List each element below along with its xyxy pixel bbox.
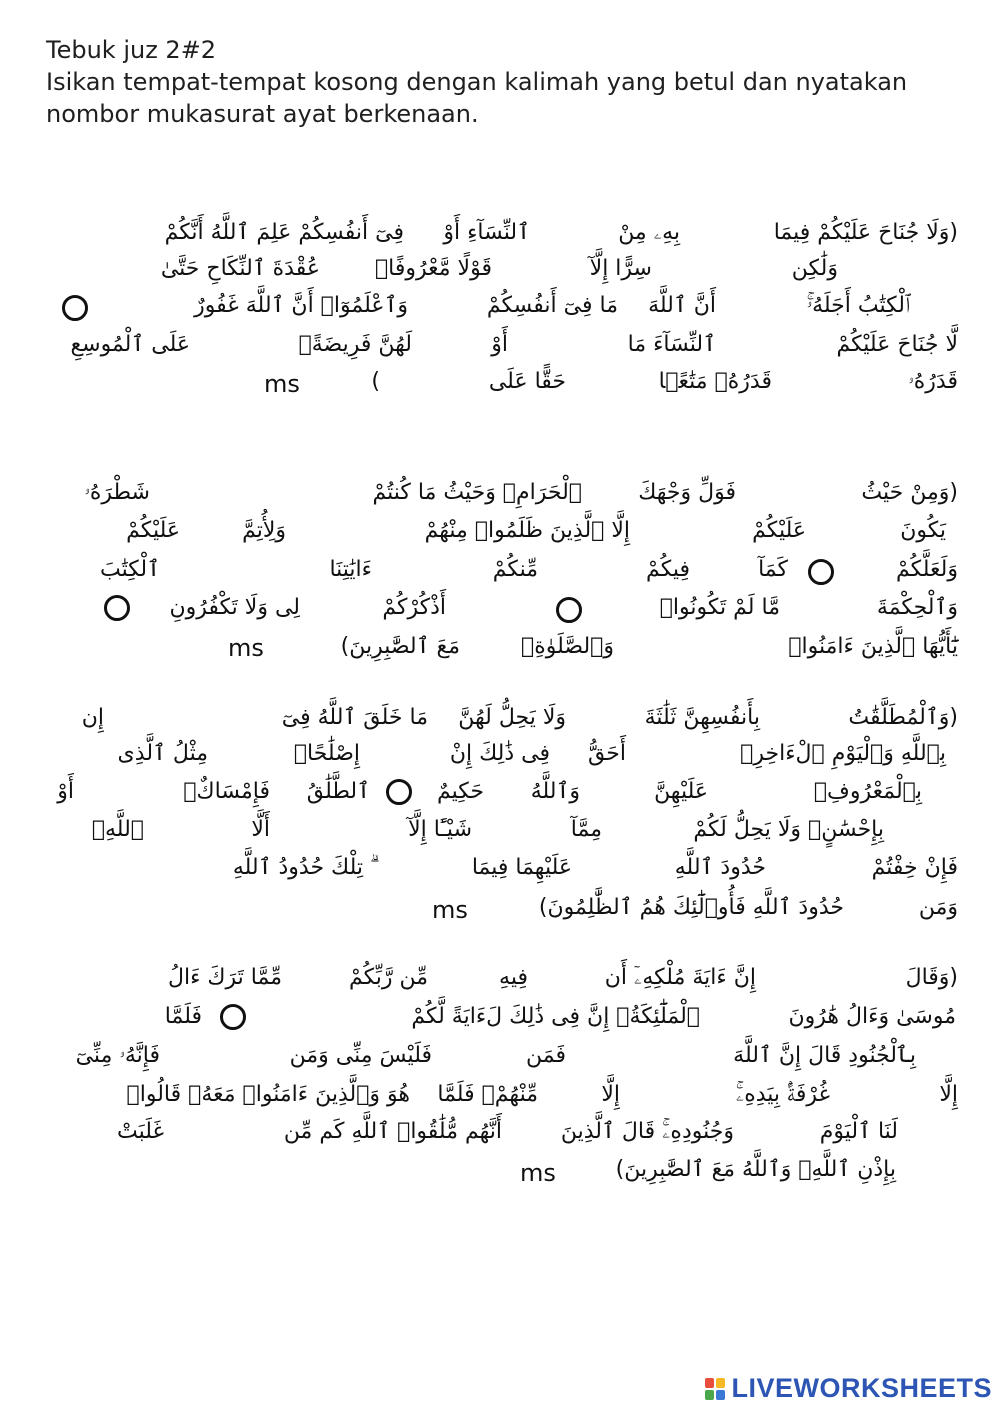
verse-text: أَنَّهُم مُّلَٰقُوا۟ ٱللَّهِ كَم مِّن (283, 1119, 502, 1144)
verse-text: حُدُودَ ٱللَّهِ (674, 855, 766, 880)
verse-text: بِٱلْمَعْرُوفِۚ (813, 779, 922, 804)
verse-text: فَإِمْسَاكٌۢ (183, 779, 270, 804)
page-number-input[interactable] (558, 1158, 618, 1188)
verse-text: لَهُنَّ فَرِيضَةًۚ (298, 332, 412, 357)
verse-text: بِإِذْنِ ٱللَّهِۗ وَٱللَّهُ مَعَ ٱلصَّٰبِرِينَ) (615, 1157, 896, 1182)
verse-text: وَجُنُودِهِۦۚ قَالَ ٱلَّذِينَ (560, 1119, 734, 1144)
verse-text: وَٱلْحِكْمَةَ (876, 595, 958, 620)
verse-text: يَٰٓأَيُّهَا ٱلَّذِينَ ءَامَنُوا۟ (788, 634, 958, 659)
verse-text: كَمَآ (758, 557, 788, 582)
verse-text: بِإِحْسَٰنٍۗ وَلَا يَحِلُّ لَكُمْ (693, 817, 884, 842)
ayah-number-circle[interactable] (220, 1004, 246, 1030)
verse-text: فِىٓ أَنفُسِكُمْ عَلِمَ ٱللَّهُ أَنَّكُمْ (164, 220, 404, 245)
verse-text: فِى ذَٰلِكَ إِنْ (449, 741, 550, 766)
verse-text: ءَايَٰتِنَا (329, 557, 372, 582)
verse-text: مِّنكُمْ (492, 557, 538, 582)
ayah-number-circle[interactable] (808, 559, 834, 585)
verse-text: ۗ تِلْكَ حُدُودُ ٱللَّهِ (232, 855, 370, 880)
verse-text: حَكِيمٌ (436, 779, 484, 804)
verse-text: قَوْلًا مَّعْرُوفًاۚ (374, 256, 492, 281)
verse-text: لَنَا ٱلْيَوْمَ (819, 1119, 898, 1144)
verse-text: شَطْرَهُۥ (84, 480, 150, 505)
verse-text: ٱلنِّسَآءِ أَوْ (443, 220, 530, 245)
verse-text: إِن (81, 705, 104, 730)
verse-text: مِّمَّا تَرَكَ ءَالُ (167, 965, 282, 990)
verse-text: قَدَرُهُۥ مَتَٰعًۢا (658, 369, 772, 394)
verse-text: (وَقَالَ (905, 965, 958, 990)
verse-text: بِهِۦ مِنْ (618, 220, 680, 245)
verse-text: وَمَن (918, 895, 958, 920)
verse-text: هُوَ وَٱلَّذِينَ ءَامَنُوا۟ مَعَهُۥ قَالُوا۟ (126, 1082, 410, 1107)
verse-text: وَٱعْلَمُوٓا۟ أَنَّ ٱللَّهَ غَفُورٌ (194, 293, 408, 318)
verse-text: أَذْكُرْكُمْ (382, 595, 446, 620)
verse-text: (وَمِنْ حَيْثُ (861, 480, 958, 505)
verse-text: مَا فِىٓ أَنفُسِكُمْ (486, 293, 618, 318)
page-number-label: ms (264, 370, 300, 398)
verse-text: مَّا لَمْ تَكُونُوا۟ (659, 595, 780, 620)
logo-square-yellow (716, 1378, 725, 1388)
verse-text: مَعَ ٱلصَّٰبِرِينَ) (340, 634, 460, 659)
verse-text: مِّن رَّبِّكُمْ (348, 965, 428, 990)
verse-text: إِلَّا (939, 1082, 958, 1107)
verse-text: عَلَيْكُمْ (126, 518, 180, 543)
logo-square-red (705, 1378, 714, 1388)
verse-text: فَلَيْسَ مِنِّى وَمَن (289, 1043, 432, 1068)
verse-text: مَا خَلَقَ ٱللَّهُ فِىٓ (281, 705, 428, 730)
verse-text: أَوْ (491, 332, 508, 357)
verse-text: شَيْـًٔا إِلَّآ (408, 817, 472, 842)
verse-text: ٱلْحَرَامِۚ وَحَيْثُ مَا كُنتُمْ (372, 480, 582, 505)
verse-text: وَلَعَلَّكُمْ (895, 557, 958, 582)
verse-text: (وَلَا جُنَاحَ عَلَيْكُمْ فِيمَا (773, 220, 958, 245)
instruction-line-2: nombor mukasurat ayat berkenaan. (46, 100, 479, 128)
verse-text: أَوْ (57, 779, 74, 804)
page-number-label: ms (520, 1159, 556, 1187)
verse-text: أَلَّا (251, 817, 270, 842)
verse-text: أَحَقُّ (587, 741, 626, 766)
verse-text: عُقْدَةَ ٱلنِّكَاحِ حَتَّىٰ (160, 256, 320, 281)
ayah-number-circle[interactable] (556, 597, 582, 623)
instruction-line-1: Isikan tempat-tempat kosong dengan kalimah yang betul dan nyatakan (46, 68, 908, 96)
verse-text: ) (371, 369, 380, 394)
page-number-label: ms (432, 896, 468, 924)
verse-text: أَنَّ ٱللَّهَ (648, 293, 716, 318)
ayah-number-circle[interactable] (386, 779, 412, 805)
page-number-input[interactable] (302, 369, 362, 399)
verse-text: إِلَّا ٱلَّذِينَ ظَلَمُوا۟ مِنْهُمْ (424, 518, 630, 543)
page-number-input[interactable] (266, 633, 326, 663)
verse-text: مِّنْهُمْۚ فَلَمَّا (437, 1082, 538, 1107)
verse-text: فَمَن (526, 1043, 566, 1068)
verse-text: بِٱللَّهِ وَٱلْيَوْمِ ٱلْءَاخِرِۚ (740, 741, 946, 766)
verse-text: لَّا جُنَاحَ عَلَيْكُمْ (836, 332, 958, 357)
verse-text: ٱللَّهِۖ (91, 817, 144, 842)
verse-text: مِثْلُ ٱلَّذِى (117, 741, 208, 766)
verse-text: إِنَّ ءَايَةَ مُلْكِهِۦٓ أَن (604, 965, 756, 990)
verse-text: غُرْفَةًۢ بِيَدِهِۦۚ (735, 1082, 830, 1107)
logo-text: LIVEWORKSHEETS (731, 1373, 992, 1403)
verse-text: حُدُودَ ٱللَّهِ فَأُو۟لَٰٓئِكَ هُمُ ٱلظَّٰلِمُونَ) (538, 895, 844, 920)
verse-text: ٱلْكِتَٰبَ (100, 557, 160, 582)
verse-text: عَلَيْكُمْ (752, 518, 806, 543)
verse-text: حَقًّا عَلَى (488, 369, 566, 394)
verse-text: يَكُونَ (900, 518, 946, 543)
verse-text: إِلَّا (601, 1082, 620, 1107)
verse-text: بِٱلْجُنُودِ قَالَ إِنَّ ٱللَّهَ (733, 1043, 916, 1068)
page-number-label: ms (228, 634, 264, 662)
verse-text: فَإِنْ خِفْتُمْ (871, 855, 958, 880)
page-number-input[interactable] (470, 895, 530, 925)
verse-text: فَوَلِّ وَجْهَكَ (638, 480, 736, 505)
verse-text: ٱلطَّلَٰقُ (306, 779, 370, 804)
verse-text: بِأَنفُسِهِنَّ ثَلَٰثَةَ (644, 705, 760, 730)
verse-text: وَٱلصَّلَوٰةِۚ (521, 634, 614, 659)
verse-text: وَلَا يَحِلُّ لَهُنَّ (458, 705, 566, 730)
verse-text: مُوسَىٰ وَءَالُ هَٰرُونَ (788, 1004, 956, 1029)
verse-text: إِصْلَٰحًاۚ (293, 741, 360, 766)
verse-text: لِى وَلَا تَكْفُرُونِ (169, 595, 300, 620)
verse-text: ٱلْكِتَٰبُ أَجَلَهُۥۚ (806, 293, 910, 318)
verse-text: وَٱللَّهُ (530, 779, 580, 804)
verse-text: عَلَى ٱلْمُوسِعِ (70, 332, 190, 357)
logo-square-green (705, 1390, 714, 1400)
verse-text: ٱلْمَلَٰٓئِكَةُۚ إِنَّ فِى ذَٰلِكَ لَءَايَةً لَّكُمْ (411, 1004, 700, 1029)
verse-text: فَإِنَّهُۥ مِنِّىٓ (75, 1043, 160, 1068)
verse-text: عَلَيْهِمَا فِيمَا (471, 855, 572, 880)
verse-text: (وَٱلْمُطَلَّقَٰتُ (848, 705, 958, 730)
liveworksheets-logo (705, 1373, 992, 1404)
verse-text: غَلَبَتْ (116, 1119, 164, 1144)
verse-text: مِمَّآ (570, 817, 602, 842)
verse-text: ٱلنِّسَآءَ مَا (627, 332, 716, 357)
instructions-header (46, 34, 966, 130)
ayah-number-circle[interactable] (104, 595, 130, 621)
verse-text: وَلِأُتِمَّ (242, 518, 286, 543)
verse-text: وَلَٰكِن (791, 256, 838, 281)
verse-text: فِيكُمْ (646, 557, 690, 582)
ayah-number-circle[interactable] (62, 295, 88, 321)
worksheet-title: Tebuk juz 2#2 (46, 36, 217, 64)
logo-square-blue (716, 1390, 725, 1400)
verse-text: قَدَرُهُۥ (908, 369, 958, 394)
verse-text: فِيهِ (499, 965, 528, 990)
logo-mark-icon (705, 1378, 725, 1400)
verse-text: فَلَمَّا (164, 1004, 202, 1029)
verse-text: عَلَيْهِنَّ (654, 779, 708, 804)
verse-text: سِرًّا إِلَّآ (589, 256, 652, 281)
